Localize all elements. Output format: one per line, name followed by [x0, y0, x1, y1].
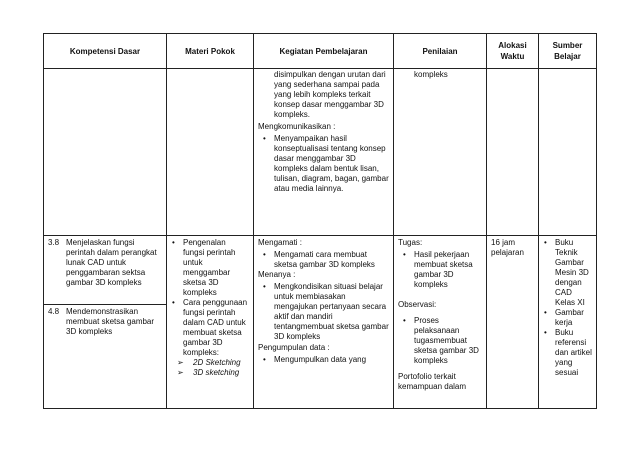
observasi-list [398, 316, 482, 366]
syllabus-table [43, 33, 597, 409]
header-alokasi-waktu: Alokasi Waktu [487, 34, 539, 69]
mengkomunikasikan-list [258, 134, 389, 194]
list-item: • Cara penggunaan fungsi perintah dalam CAD untuk membuat sketsa gambar 3D kompleks: [171, 298, 249, 358]
portofolio-text: Portofolio terkait kemampuan dalam [398, 372, 467, 391]
kd-number: 4.8 [48, 307, 60, 316]
mengamati-title: Mengamati : [258, 238, 303, 247]
sumber-cell [539, 69, 597, 236]
penilaian-cell [394, 236, 487, 409]
penilaian-cell [394, 69, 487, 236]
alokasi-cell [487, 236, 539, 409]
pengumpulan-title: Pengumpulan data : [258, 343, 330, 352]
table-row [44, 236, 597, 409]
list-item: • Menyampaikan hasil konseptualisasi tentang konsep dasar menggambar 3D kompleks dalam bentuk lisan, tulisan, diagram, bagan, gambar atau media lainnya. [258, 134, 389, 194]
syllabus-document [43, 33, 596, 409]
mengkomunikasikan-title: Mengkomunikasikan : [258, 122, 336, 131]
kompetensi-cell [44, 69, 167, 236]
kd-number: 3.8 [48, 238, 60, 247]
header-materi-pokok: Materi Pokok [167, 34, 254, 69]
header-row [44, 34, 597, 69]
list-item: • Mengkondisikan situasi belajar untuk membiasakan mengajukan pertanyaan secara aktif dan mandiri tentangmembuat sketsa gambar 3D kompleks [258, 282, 389, 342]
kegiatan-cell [254, 236, 394, 409]
menanya-title: Menanya : [258, 270, 296, 279]
kegiatan-cell [254, 69, 394, 236]
alokasi-value: 16 jam pelajaran [491, 238, 524, 257]
kd-4-8 [44, 304, 166, 339]
list-item: • Buku referensi dan artikel yang sesuai [543, 328, 592, 378]
materi-cell [167, 69, 254, 236]
tugas-title: Tugas: [398, 238, 423, 247]
header-kompetensi-dasar: Kompetensi Dasar [44, 34, 167, 69]
kd-text: Mendemonstrasikan membuat sketsa gambar 3D kompleks [66, 307, 155, 336]
kegiatan-continuation: disimpulkan dengan urutan dari yang sederhana sampai pada yang lebih kompleks terkait konsep dasar menggambar 3D kompleks. [274, 70, 386, 119]
penilaian-continuation: kompleks [414, 70, 448, 79]
list-item: • Mengamati cara membuat sketsa gambar 3D kompleks [258, 250, 389, 270]
list-item: • Hasil pekerjaan membuat sketsa gambar 3D kompleks [398, 250, 482, 290]
menanya-list [258, 282, 389, 342]
list-item: • Mengumpulkan data yang [258, 355, 389, 365]
alokasi-cell [487, 69, 539, 236]
tugas-list [398, 250, 482, 290]
header-penilaian: Penilaian [394, 34, 487, 69]
table-row [44, 69, 597, 236]
list-item: • Proses pelaksanaan tugasmembuat sketsa gambar 3D kompleks [398, 316, 482, 366]
header-kegiatan-pembelajaran: Kegiatan Pembelajaran [254, 34, 394, 69]
list-item: • Buku Teknik Gambar Mesin 3D dengan CAD Kelas XI [543, 238, 592, 308]
kd-text: Menjelaskan fungsi perintah dalam perangkat lunak CAD untuk penggambaran sektsa gambar 3D kompleks [66, 238, 157, 287]
kompetensi-cell [44, 236, 167, 409]
list-item: • Pengenalan fungsi perintah untuk menggambar sketsa 3D kompleks [171, 238, 249, 298]
sumber-list [543, 238, 592, 378]
kd-3-8 [44, 236, 166, 304]
pengumpulan-list [258, 355, 389, 365]
list-item: • Gambar kerja [543, 308, 592, 328]
mengamati-list [258, 250, 389, 270]
observasi-title: Observasi: [398, 300, 437, 309]
materi-list [171, 238, 249, 378]
header-sumber-belajar: Sumber Belajar [539, 34, 597, 69]
sub-list-item: ➢ 3D sketching [171, 368, 249, 378]
sub-list-item: ➢ 2D Sketching [171, 358, 249, 368]
sumber-cell [539, 236, 597, 409]
materi-cell [167, 236, 254, 409]
